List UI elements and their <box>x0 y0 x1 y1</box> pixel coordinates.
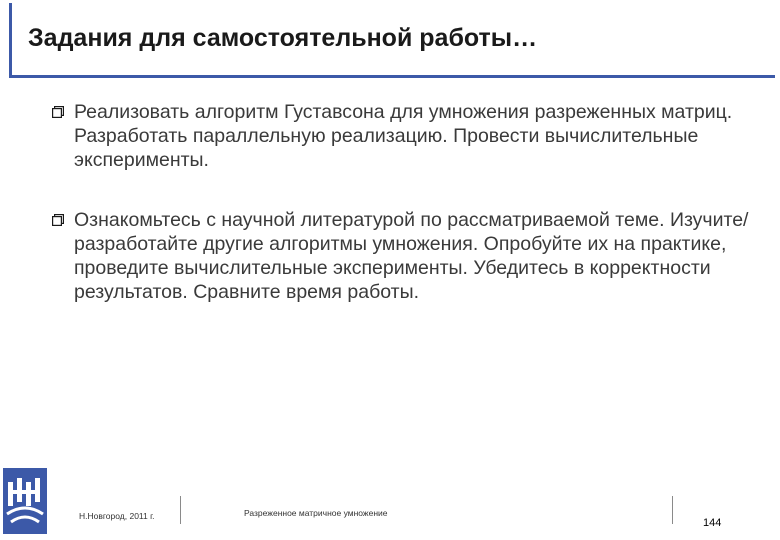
checkbox-bullet-icon <box>52 106 64 118</box>
header-left-rule <box>9 3 12 76</box>
task-item <box>52 100 752 172</box>
footer-divider <box>180 496 181 524</box>
checkbox-bullet-icon <box>52 214 64 226</box>
footer-city-year: Н.Новгород, 2011 г. <box>79 511 155 521</box>
task-text: Реализовать алгоритм Густавсона для умножения разреженных матриц. Разработать параллельную реализацию. Провести вычислительные эксперименты. <box>74 101 733 171</box>
task-list <box>52 100 752 304</box>
header-divider <box>9 75 775 78</box>
footer-topic: Разреженное матричное умножение <box>244 508 388 518</box>
unn-logo <box>3 468 47 534</box>
task-item <box>52 208 752 304</box>
slide-title: Задания для самостоятельной работы… <box>28 24 538 52</box>
page-number: 144 <box>703 517 722 529</box>
task-text: Ознакомьтесь с научной литературой по рассматриваемой теме. Изучите/разработайте другие алгоритмы умножения. Опробуйте их на практике, проведите вычислительные эксперименты. Убедитесь в корректности результатов. Сравните время работы. <box>74 209 749 303</box>
footer-divider <box>672 496 673 524</box>
